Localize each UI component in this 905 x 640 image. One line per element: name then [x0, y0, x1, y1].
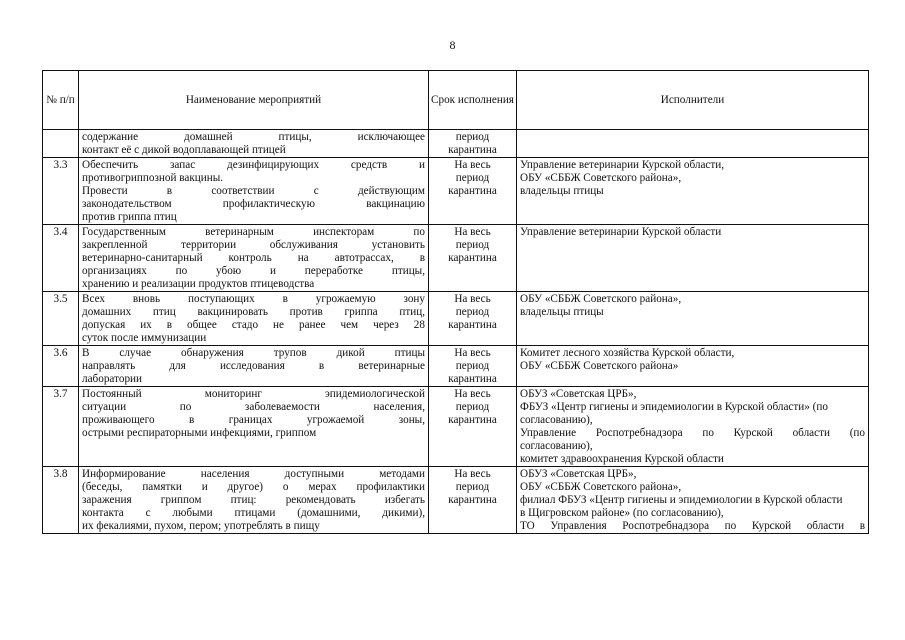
measure-name-cell [79, 225, 429, 292]
deadline-line: На весь [454, 347, 491, 359]
row-number: 3.3 [43, 158, 79, 225]
deadline-line: карантина [448, 494, 497, 506]
measure-name-line: против гриппа птиц [82, 211, 177, 223]
deadline-line: период [455, 401, 490, 413]
measure-name-line: Провести в соответствии с действующим [82, 185, 425, 197]
deadline-line: На весь [454, 388, 491, 400]
deadline-line: карантина [448, 144, 497, 156]
executors-cell [517, 346, 869, 387]
measure-name-cell [79, 130, 429, 158]
measure-name-line: Информирование населения доступными методами [82, 468, 425, 480]
row-number: 3.4 [43, 225, 79, 292]
measure-name-cell [79, 346, 429, 387]
deadline-cell [429, 387, 517, 467]
table-row [43, 225, 869, 292]
deadline-cell [429, 346, 517, 387]
measure-name-line: проживающего в границах угрожаемой зоны, [82, 414, 425, 426]
measure-name-line: направлять для исследования в ветеринарные [82, 360, 425, 372]
deadline-line: период [455, 360, 490, 372]
row-number: 3.5 [43, 292, 79, 346]
measure-name-line: допуская их в общее стадо не ранее чем через 28 [82, 319, 425, 331]
measure-name-line: Обеспечить запас дезинфицирующих средств и [82, 159, 425, 171]
deadline-cell [429, 467, 517, 534]
measure-name-line: острыми респираторными инфекциями, гриппом [82, 427, 317, 439]
row-number [43, 130, 79, 158]
executor-line: комитет здравоохранения Курской области [520, 453, 724, 465]
deadline-line: карантина [448, 185, 497, 197]
measure-name-line: закрепленной территории обслуживания установить [82, 239, 425, 251]
deadline-line: карантина [448, 373, 497, 385]
header-executors: Исполнители [517, 71, 869, 130]
deadline-line: период [455, 239, 490, 251]
header-number: № п/п [43, 71, 79, 130]
executors-cell [517, 158, 869, 225]
measure-name-line: ситуации по заболеваемости населения, [82, 401, 425, 413]
measure-name-line: их фекалиями, пухом, пером; употреблять в пищу [82, 520, 320, 532]
deadline-line: период [455, 172, 490, 184]
executor-line: Управление ветеринарии Курской области, [520, 159, 725, 171]
row-number: 3.8 [43, 467, 79, 534]
executor-line: Управление ветеринарии Курской области [520, 226, 722, 238]
deadline-line: На весь [454, 293, 491, 305]
deadline-line: карантина [448, 252, 497, 264]
measure-name-cell [79, 467, 429, 534]
executors-cell [517, 130, 869, 158]
table-header-row [43, 71, 869, 130]
deadline-line: На весь [454, 226, 491, 238]
executor-line: ОБУЗ «Советская ЦРБ», [520, 468, 637, 480]
executor-line: филиал ФБУЗ «Центр гигиены и эпидемиологии в Курской области [520, 494, 843, 506]
executor-line: ОБУ «СББЖ Советского района» [520, 360, 679, 372]
measure-name-line: противогриппозной вакцины. [82, 172, 224, 184]
table-row [43, 346, 869, 387]
deadline-cell [429, 292, 517, 346]
measure-name-line: домашних птиц вакцинировать против гриппа птиц, [82, 306, 425, 318]
measures-table [42, 70, 869, 534]
header-deadline: Срок исполнения [429, 71, 517, 130]
header-measure-name: Наименование мероприятий [79, 71, 429, 130]
deadline-line: На весь [454, 468, 491, 480]
executors-cell [517, 467, 869, 534]
measure-name-line: контакт её с дикой водоплавающей птицей [82, 144, 286, 156]
row-number: 3.6 [43, 346, 79, 387]
executor-line: ФБУЗ «Центр гигиены и эпидемиологии в Курской области» (по [520, 401, 828, 413]
measure-name-line: контакта с любыми птицами (домашними, дикими), [82, 507, 425, 519]
executor-line: Управление Роспотребнадзора по Курской области (по [520, 427, 865, 439]
measure-name-line: заражения гриппом птиц: рекомендовать избегать [82, 494, 425, 506]
measure-name-line: Всех вновь поступающих в угрожаемую зону [82, 293, 425, 305]
executor-line: владельцы птицы [520, 185, 604, 197]
executor-line: ОБУ «СББЖ Советского района», [520, 172, 682, 184]
table-row [43, 158, 869, 225]
deadline-cell [429, 225, 517, 292]
deadline-line: карантина [448, 414, 497, 426]
measure-name-line: законодательством профилактическую вакцинацию [82, 198, 425, 210]
executors-cell [517, 292, 869, 346]
executor-line: ТО Управления Роспотребнадзора по Курской области в [520, 520, 865, 532]
measure-name-line: (беседы, памятки и другое) о мерах профилактики [82, 481, 425, 493]
measure-name-line: Государственным ветеринарным инспекторам по [82, 226, 425, 238]
deadline-line: период [455, 131, 490, 143]
measure-name-cell [79, 158, 429, 225]
table-row [43, 467, 869, 534]
executors-cell [517, 225, 869, 292]
table-row [43, 130, 869, 158]
measure-name-line: содержание домашней птицы, исключающее [82, 131, 425, 143]
measure-name-line: лаборатории [82, 373, 143, 385]
executor-line: согласованию), [520, 440, 593, 452]
measure-name-line: Постоянный мониторинг эпидемиологической [82, 388, 425, 400]
executors-cell [517, 387, 869, 467]
deadline-line: период [455, 481, 490, 493]
executor-line: владельцы птицы [520, 306, 604, 318]
deadline-cell [429, 158, 517, 225]
table-row [43, 292, 869, 346]
measure-name-cell [79, 292, 429, 346]
measure-name-line: организациях по убою и переработке птицы, [82, 265, 425, 277]
deadline-line: На весь [454, 159, 491, 171]
executor-line: ОБУ «СББЖ Советского района», [520, 481, 682, 493]
executor-line: согласованию), [520, 414, 593, 426]
measure-name-line: В случае обнаружения трупов дикой птицы [82, 347, 425, 359]
table-row [43, 387, 869, 467]
executor-line: ОБУ «СББЖ Советского района», [520, 293, 682, 305]
deadline-cell [429, 130, 517, 158]
deadline-line: карантина [448, 319, 497, 331]
measure-name-line: суток после иммунизации [82, 332, 207, 344]
page-number: 8 [449, 38, 456, 52]
executor-line: Комитет лесного хозяйства Курской области, [520, 347, 735, 359]
executor-line: в Щигровском районе» (по согласованию), [520, 507, 724, 519]
deadline-line: период [455, 306, 490, 318]
measure-name-line: ветеринарно-санитарный контроль на автотрассах, в [82, 252, 425, 264]
row-number: 3.7 [43, 387, 79, 467]
measure-name-cell [79, 387, 429, 467]
measure-name-line: хранению и реализации продуктов птицеводства [82, 278, 315, 290]
executor-line: ОБУЗ «Советская ЦРБ», [520, 388, 637, 400]
